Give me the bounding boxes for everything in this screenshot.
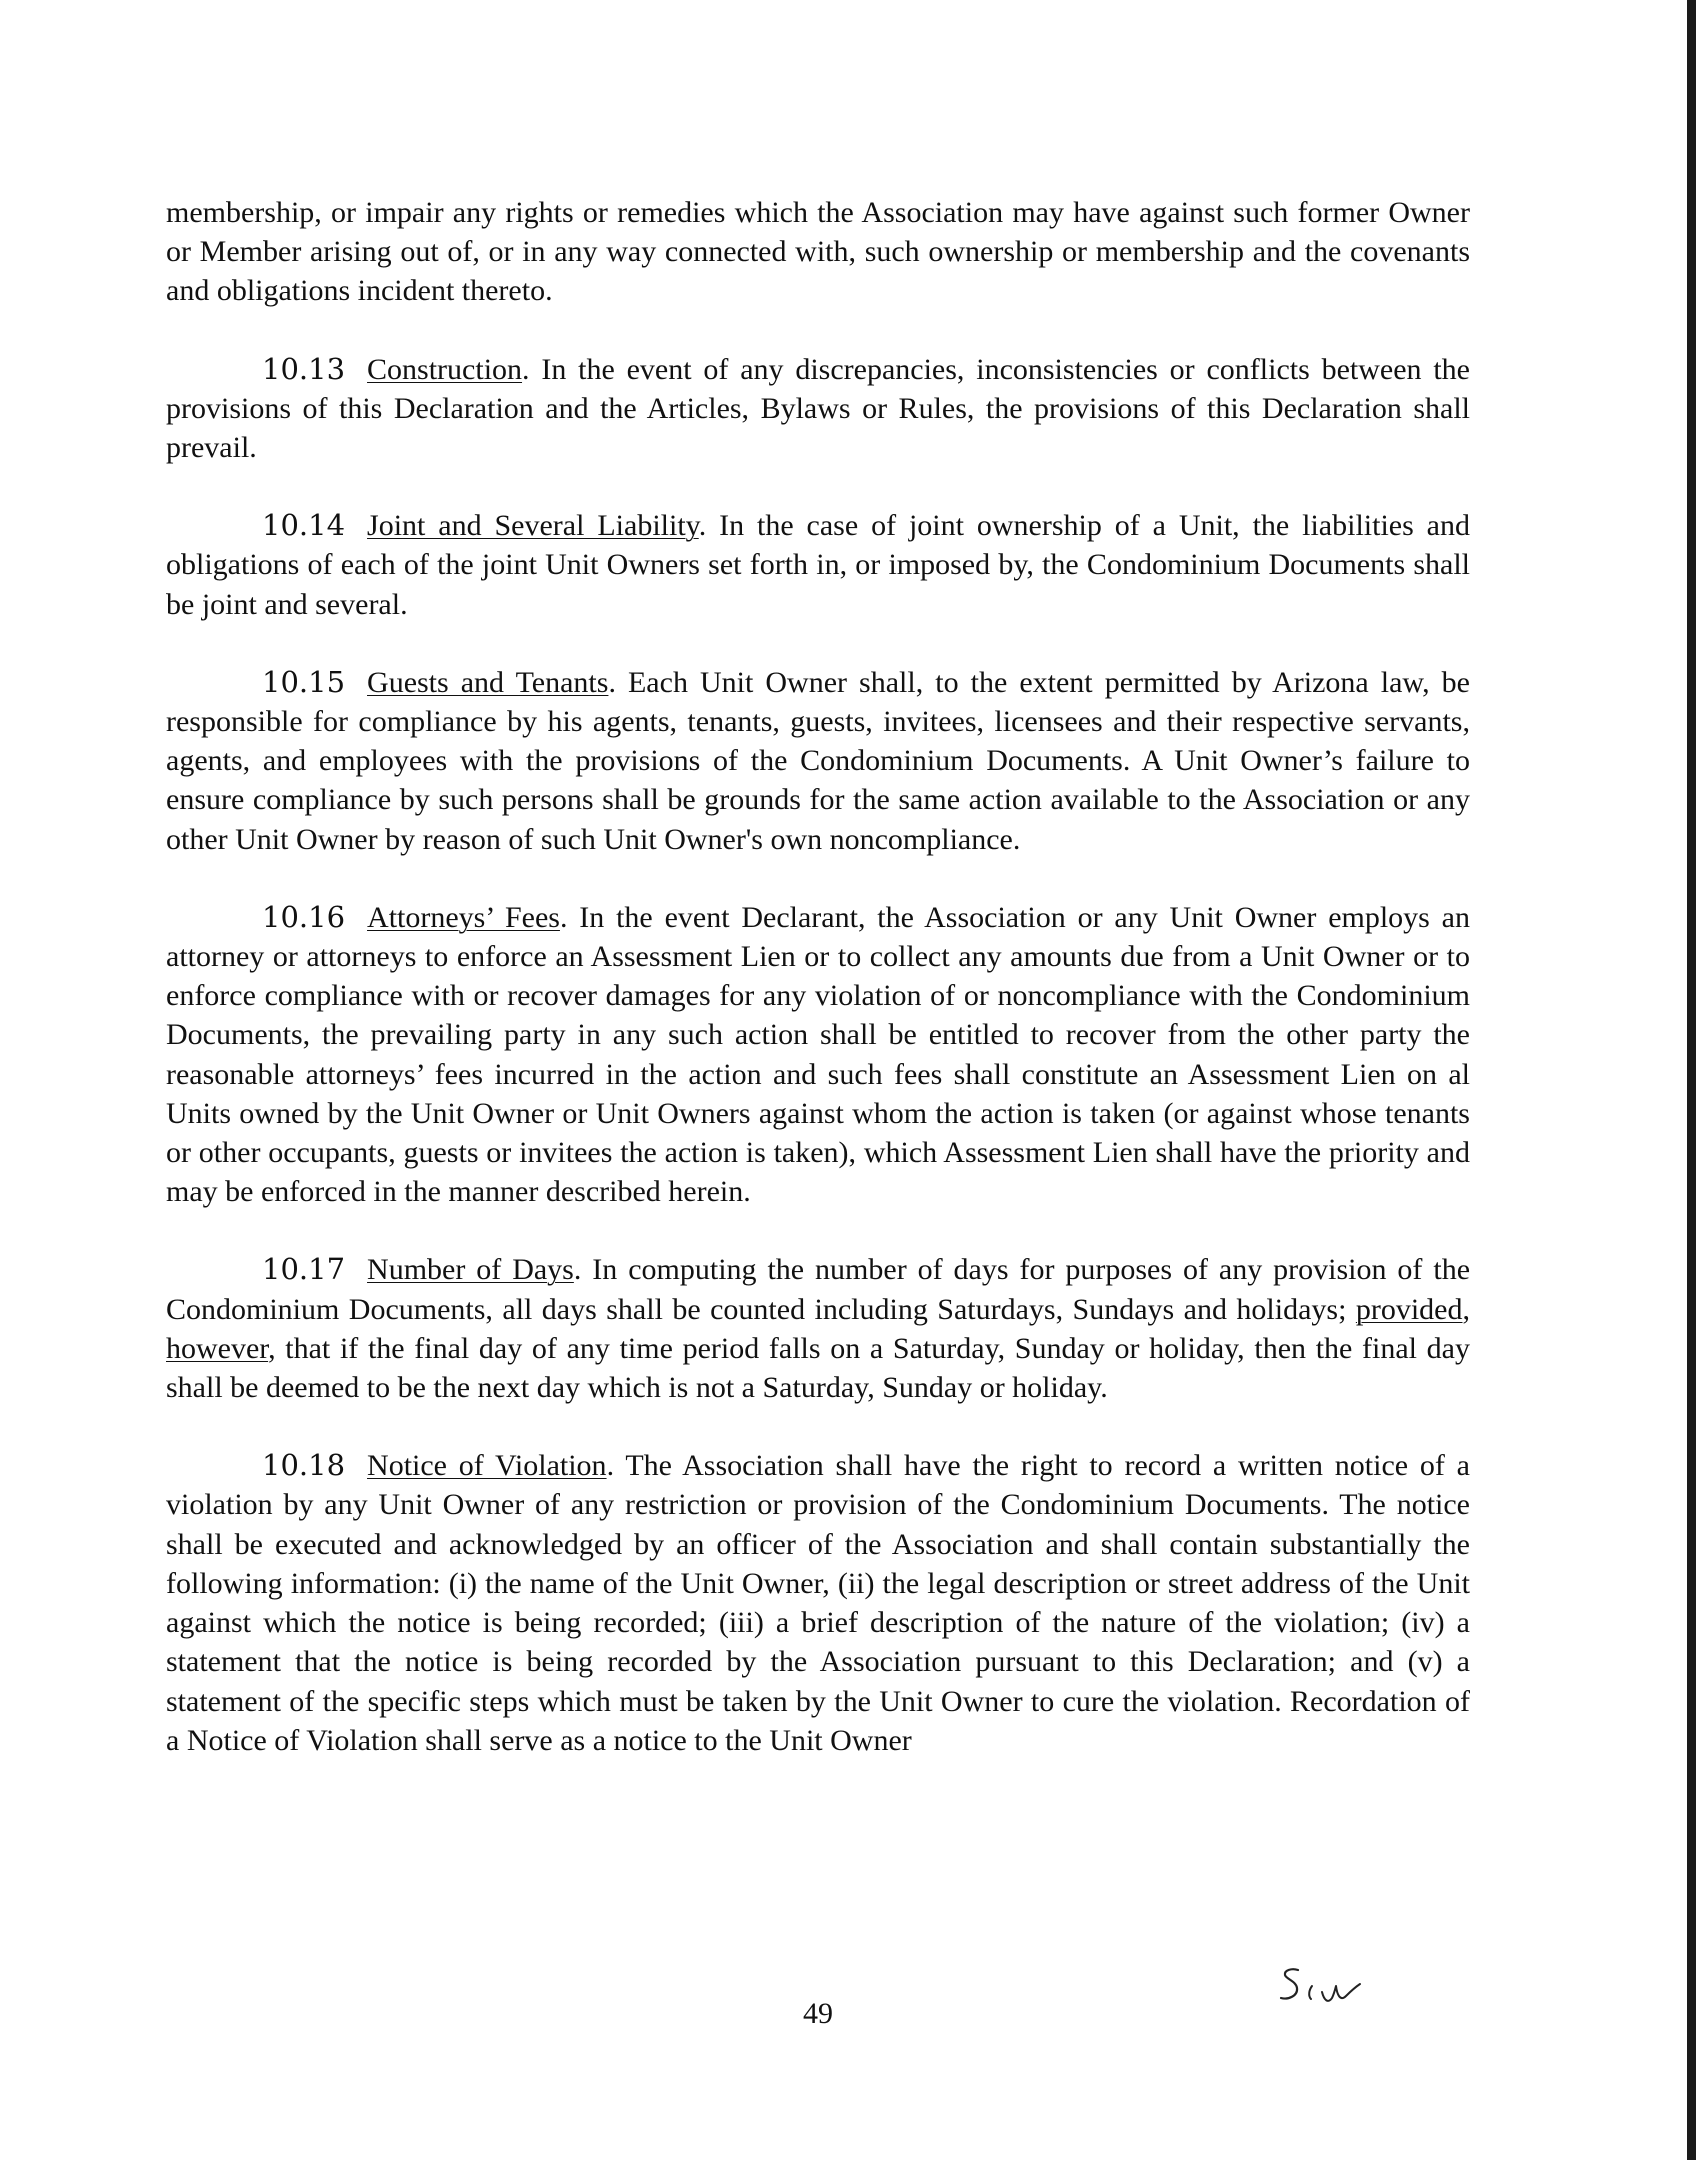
- section-10-13: [166, 350, 1470, 468]
- section-number: 10.14: [262, 508, 346, 543]
- section-10-16: [166, 898, 1470, 1212]
- section-10-17: [166, 1250, 1470, 1407]
- section-text-before: . In computing the number of days for purposes of any provision of the Condominium Documents, all days shall be counted including Saturdays, Sundays and holidays;: [166, 1253, 1471, 1326]
- section-10-15: [166, 663, 1470, 859]
- continuation-paragraph: [166, 193, 1470, 311]
- handwritten-initials-signature: [1276, 1964, 1372, 2022]
- section-text: . Each Unit Owner shall, to the extent permitted by Arizona law, be responsible for compliance by his agents, tenants, guests, invitees, licensees and their respective servants, agents, and employees with the provisions of the Condominium Documents. A Unit Owner’s failure to ensure compliance by such persons shall be grounds for the same action available to the Association or any other Unit Owner by reason of such Unit Owner's own noncompliance.: [166, 665, 1470, 856]
- emphasis-provided: provided: [1355, 1292, 1463, 1326]
- section-heading: Joint and Several Liability: [367, 509, 699, 543]
- section-text: . In the case of joint ownership of a Unit, the liabilities and obligations of each of the joint Unit Owners set forth in, or imposed by, the Condominium Documents shall be joint and several.: [166, 509, 1471, 621]
- document-body: [166, 193, 1470, 1799]
- section-number: 10.18: [262, 1448, 346, 1483]
- section-number: 10.16: [262, 899, 346, 934]
- section-10-14: [166, 506, 1470, 624]
- section-heading: Notice of Violation: [367, 1449, 607, 1483]
- page-number: 49: [803, 1997, 833, 2030]
- section-text-after: , that if the final day of any time period falls on a Saturday, Sunday or holiday, then the final day shall be deemed to be the next day which is not a Saturday, Sunday or holiday.: [166, 1331, 1470, 1405]
- section-10-18: [166, 1446, 1470, 1760]
- section-number: 10.17: [262, 1252, 346, 1287]
- emphasis-however: however: [166, 1331, 269, 1365]
- section-heading: Attorneys’ Fees: [367, 900, 560, 934]
- section-heading: Number of Days: [367, 1253, 574, 1287]
- section-text: . In the event Declarant, the Association or any Unit Owner employs an attorney or attorneys to enforce an Assessment Lien or to collect any amounts due from a Unit Owner or to enforce compliance with or recover damages for any violation of or noncompliance with the Condominium Documents, the prevailing party in any such action shall be entitled to recover from the other party the reasonable attorneys’ fees incurred in the action and such fees shall constitute an Assessment Lien on al Units owned by the Unit Owner or Unit Owners against whom the action is taken (or against whose tenants or other occupants, guests or invitees the action is taken), which Assessment Lien shall have the priority and may be enforced in the manner described herein.: [166, 900, 1470, 1209]
- section-number: 10.13: [262, 351, 346, 386]
- section-heading: Construction: [367, 352, 523, 386]
- emphasis-separator: ,: [1462, 1292, 1470, 1326]
- scan-edge-border: [1687, 0, 1696, 2160]
- section-text: . The Association shall have the right to record a written notice of a violation by any Unit Owner of any restriction or provision of the Condominium Documents. The notice shall be executed and acknowledged by an officer of the Association and shall contain substantially the following information: (i) the name of the Unit Owner, (ii) the legal description or street address of the Unit against which the notice is being recorded; (iii) a brief description of the nature of the violation; (iv) a statement that the notice is being recorded by the Association pursuant to this Declaration; and (v) a statement of the specific steps which must be taken by the Unit Owner to cure the violation. Recordation of a Notice of Violation shall serve as a notice to the Unit Owner: [166, 1449, 1470, 1757]
- section-number: 10.15: [262, 664, 346, 699]
- paragraph-text: membership, or impair any rights or remedies which the Association may have against such former Owner or Member arising out of, or in any way connected with, such ownership or membership and the covenants and obligations incident thereto.: [166, 196, 1470, 308]
- section-heading: Guests and Tenants: [367, 665, 609, 699]
- section-text: . In the event of any discrepancies, inconsistencies or conflicts between the provisions of this Declaration and the Articles, Bylaws or Rules, the provisions of this Declaration shall prevail.: [166, 352, 1470, 465]
